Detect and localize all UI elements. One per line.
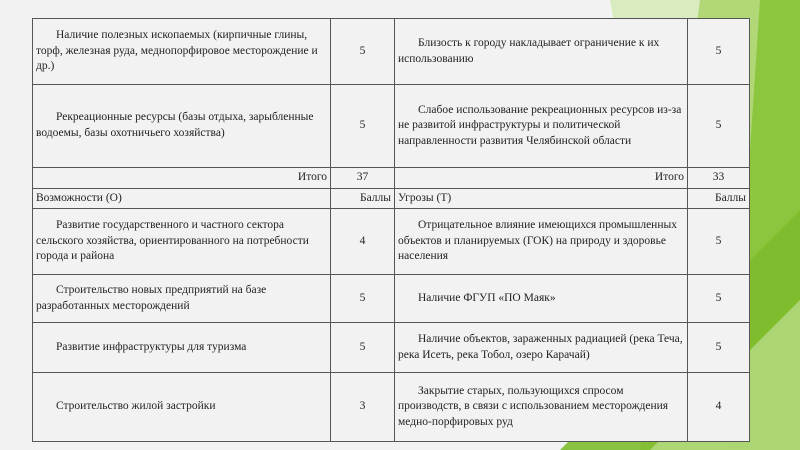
score-cell: 4 <box>331 209 395 275</box>
opportunity-cell: Строительство новых предприятий на базе разработанных месторождений <box>33 275 331 323</box>
scores-header: Баллы <box>688 188 750 209</box>
opportunity-cell: Развитие государственного и частного сектора сельского хозяйства, ориентированного на потребности города и района <box>33 209 331 275</box>
table-row <box>33 323 750 373</box>
score-cell: 5 <box>331 323 395 373</box>
threat-cell: Закрытие старых, пользующихся спросом производств, в связи с использованием месторождения медно-порфировых руд <box>395 373 688 442</box>
opportunity-cell: Строительство жилой застройки <box>33 373 331 442</box>
score-cell: 5 <box>331 275 395 323</box>
threats-header: Угрозы (Т) <box>395 188 688 209</box>
header-row <box>33 188 750 209</box>
table-row <box>33 19 750 85</box>
total-label: Итого <box>395 168 688 189</box>
score-cell: 5 <box>331 85 395 168</box>
total-label: Итого <box>33 168 331 189</box>
score-cell: 4 <box>688 373 750 442</box>
scores-header: Баллы <box>331 188 395 209</box>
table-row <box>33 373 750 442</box>
opportunities-header: Возможности (О) <box>33 188 331 209</box>
score-cell: 3 <box>331 373 395 442</box>
score-cell: 5 <box>688 19 750 85</box>
threat-cell: Наличие ФГУП «ПО Маяк» <box>395 275 688 323</box>
weakness-cell: Слабое использование рекреационных ресурсов из-за не развитой инфраструктуры и политической направленности развития Челябинской области <box>395 85 688 168</box>
table-row <box>33 85 750 168</box>
table-row <box>33 275 750 323</box>
score-cell: 5 <box>688 275 750 323</box>
weakness-cell: Близость к городу накладывает ограничение к их использованию <box>395 19 688 85</box>
swot-table <box>32 18 750 442</box>
score-cell: 5 <box>688 85 750 168</box>
score-cell: 5 <box>688 323 750 373</box>
threat-cell: Отрицательное влияние имеющихся промышленных объектов и планируемых (ГОК) на природу и здоровье населения <box>395 209 688 275</box>
strength-cell: Рекреационные ресурсы (базы отдыха, зарыбленные водоемы, базы охотничьего хозяйства) <box>33 85 331 168</box>
strength-cell: Наличие полезных ископаемых (кирпичные глины, торф, железная руда, меднопорфировое месторождение и др.) <box>33 19 331 85</box>
table-row <box>33 209 750 275</box>
score-cell: 5 <box>688 209 750 275</box>
totals-row <box>33 168 750 189</box>
total-value: 37 <box>331 168 395 189</box>
threat-cell: Наличие объектов, зараженных радиацией (река Теча, река Исеть, река Тобол, озеро Карачай) <box>395 323 688 373</box>
total-value: 33 <box>688 168 750 189</box>
opportunity-cell: Развитие инфраструктуры для туризма <box>33 323 331 373</box>
score-cell: 5 <box>331 19 395 85</box>
